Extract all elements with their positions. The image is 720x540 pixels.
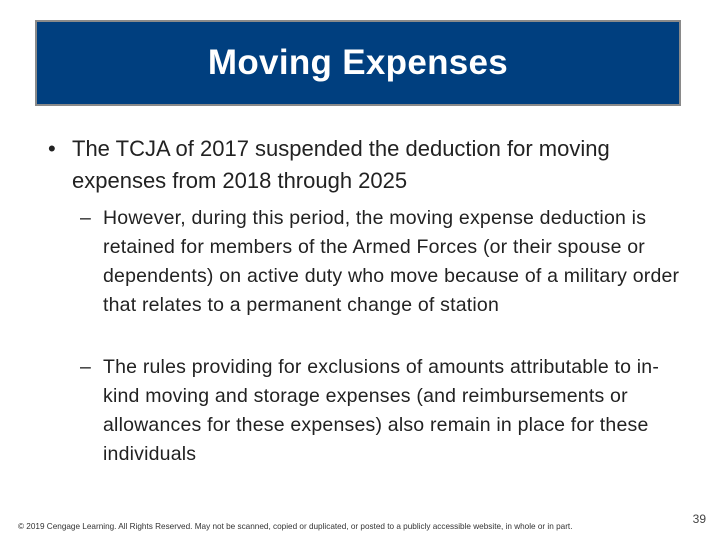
title-bar [35, 20, 681, 106]
copyright-footer: © 2019 Cengage Learning. All Rights Reserved. May not be scanned, copied or duplicated, or posted to a publicly accessible website, in whole or in part. [18, 522, 573, 531]
main-bullet-text: The TCJA of 2017 suspended the deduction for moving expenses from 2018 through 2025 [72, 136, 610, 193]
sub-bullet-marker: – [80, 207, 92, 229]
bullet-marker: • [48, 136, 56, 161]
sub-bullet-1 [80, 204, 680, 320]
sub-bullet-2-text: The rules providing for exclusions of amounts attributable to in-kind moving and storage expenses (and reimbursements or allowances for these expenses) also remain in place for these individuals [103, 356, 660, 465]
sub-bullet-marker: – [80, 356, 92, 378]
main-bullet [48, 133, 688, 197]
page-number: 39 [692, 512, 706, 526]
sub-bullet-2 [80, 353, 680, 469]
sub-bullet-1-text: However, during this period, the moving expense deduction is retained for members of the Armed Forces (or their spouse or dependents) on active duty who move because of a military order that relates to a permanent change of station [103, 207, 680, 316]
slide-title: Moving Expenses [207, 43, 509, 82]
